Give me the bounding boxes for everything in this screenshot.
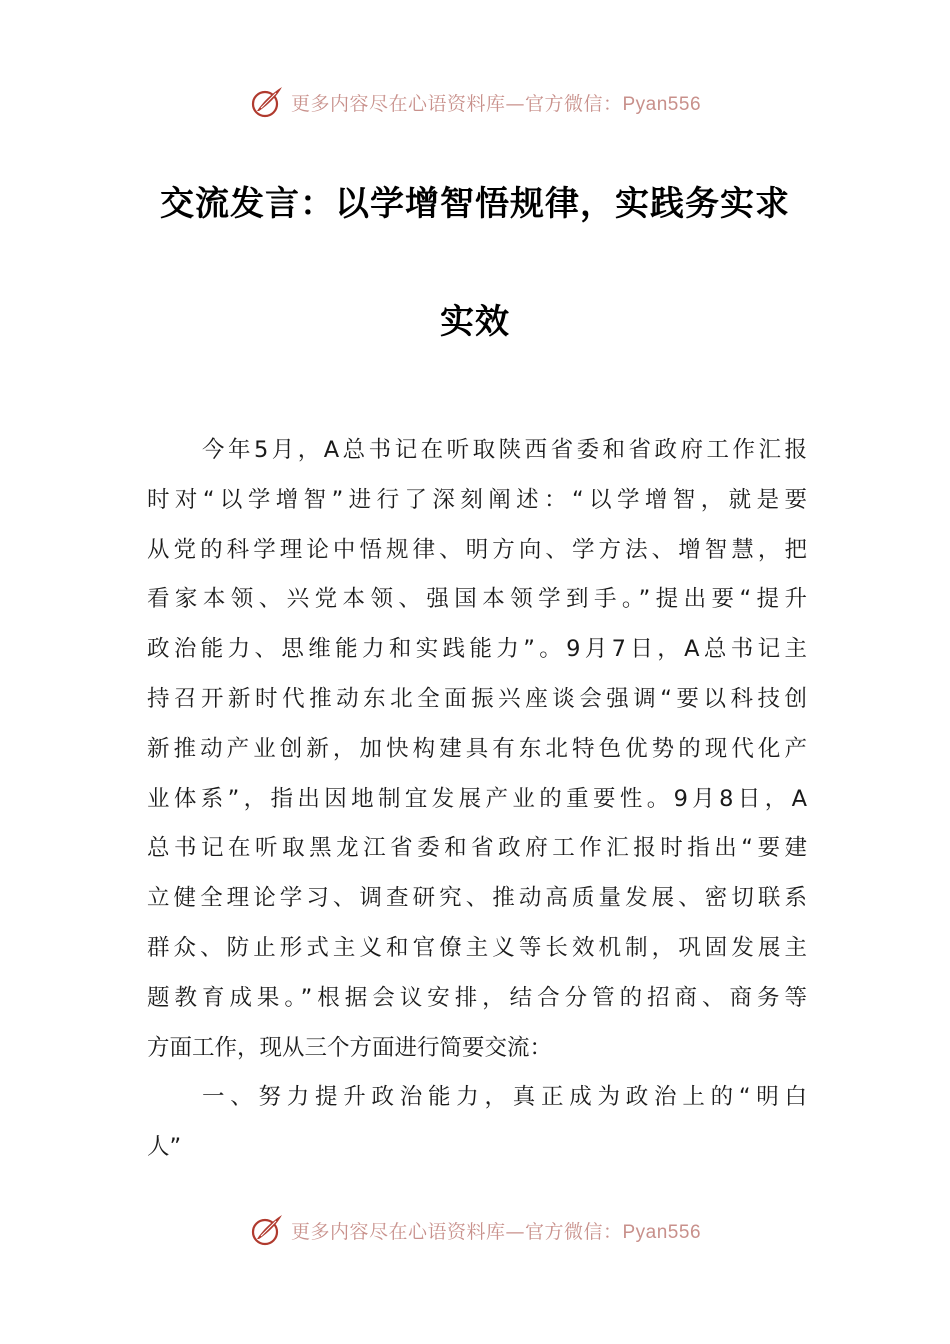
body-line: 持召开新时代推动东北全面振兴座谈会强调“要以科技创 (147, 685, 807, 712)
footer-watermark (0, 1210, 950, 1250)
document-title-line-2: 实效 (440, 302, 510, 342)
body-line: 题教育成果。”根据会议安排，结合分管的招商、商务等 (147, 984, 807, 1011)
body-line: 方面工作，现从三个方面进行简要交流： (147, 1034, 553, 1061)
body-line: 今年5月，A总书记在听取陕西省委和省政府工作汇报 (202, 437, 807, 463)
watermark-wechat-id: Pyan556 (622, 93, 702, 115)
quill-logo-icon (249, 84, 285, 120)
body-line: 立健全理论学习、调查研究、推动高质量发展、密切联系 (147, 885, 807, 912)
watermark-wechat-id: Pyan556 (622, 1221, 702, 1243)
body-line: 时对“以学增智”进行了深刻阐述：“以学增智，就是要 (147, 486, 807, 513)
body-line: 群众、防止形式主义和官僚主义等长效机制，巩固发展主 (147, 934, 807, 961)
document-body (147, 426, 807, 1173)
body-line: 业体系”，指出因地制宜发展产业的重要性。9月8日，A (147, 785, 807, 812)
section-heading-1: 一、努力提升政治能力，真正成为政治上的“明白 (202, 1084, 807, 1111)
document-title-line-1: 交流发言：以学增智悟规律，实践务实求 (160, 184, 790, 224)
section-heading-1-cont: 人” (147, 1134, 182, 1161)
watermark-text (291, 1217, 701, 1244)
watermark-text (291, 89, 701, 116)
body-line: 新推动产业创新，加快构建具有东北特色优势的现代化产 (147, 735, 807, 762)
quill-logo-icon (249, 1212, 285, 1248)
header-watermark (0, 82, 950, 122)
watermark-label: 更多内容尽在心语资料库—官方微信： (290, 1220, 623, 1243)
body-line: 总书记在听取黑龙江省委和省政府工作汇报时指出“要建 (147, 835, 807, 862)
body-line: 政治能力、思维能力和实践能力”。9月7日，A总书记主 (147, 636, 807, 663)
watermark-label: 更多内容尽在心语资料库—官方微信： (290, 92, 623, 115)
body-line: 从党的科学理论中悟规律、明方向、学方法、增智慧，把 (147, 536, 807, 563)
body-line: 看家本领、兴党本领、强国本领学到手。”提出要“提升 (147, 586, 807, 613)
